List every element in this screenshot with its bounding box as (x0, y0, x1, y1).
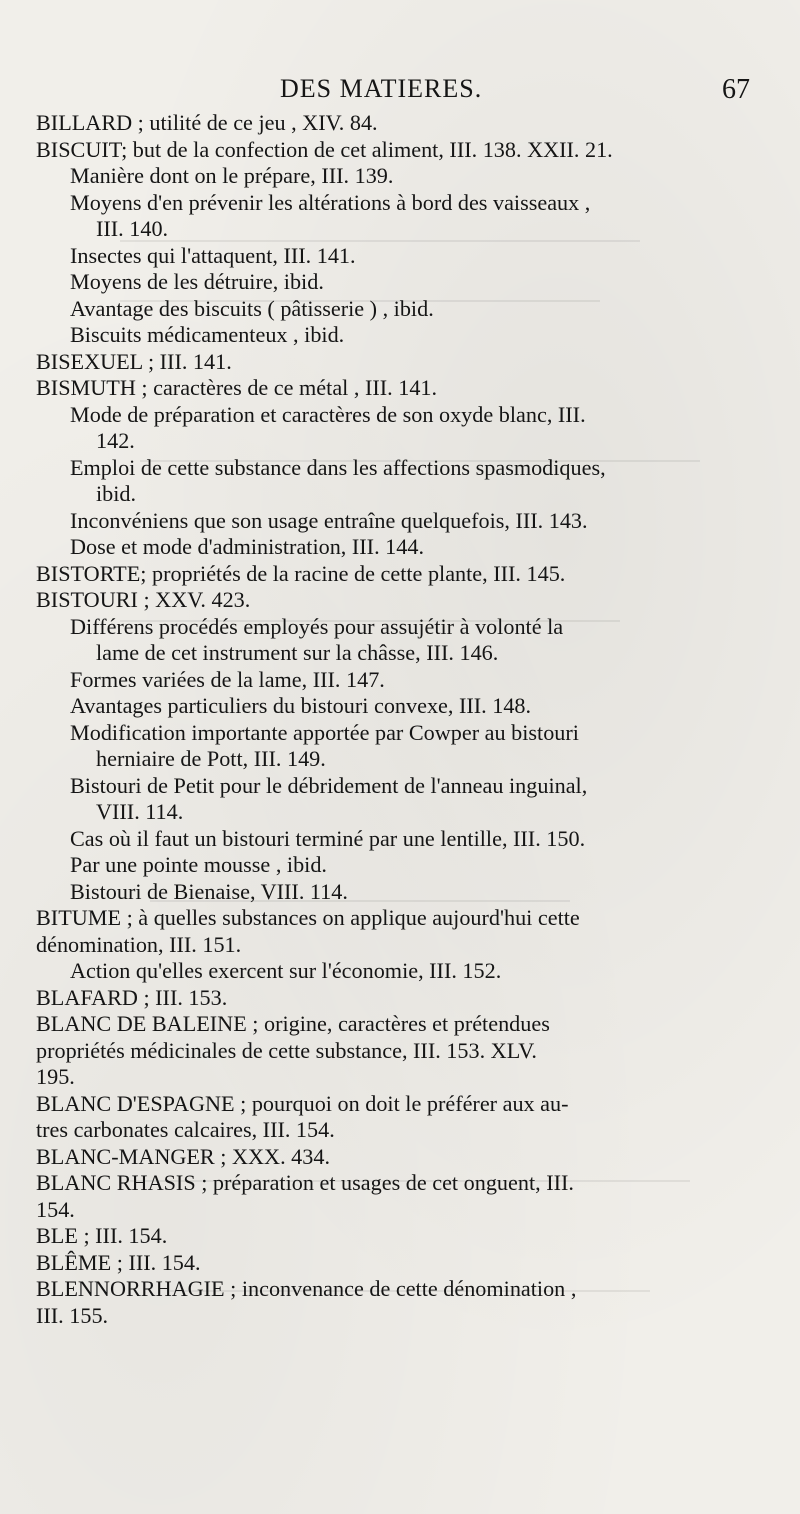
index-line: Mode de préparation et caractères de son oxyde blanc, III. (70, 401, 586, 427)
index-line: 195. (36, 1064, 75, 1089)
index-line: BILLARD ; utilité de ce jeu , XIV. 84. (36, 110, 378, 135)
index-line: dénomination, III. 151. (36, 931, 242, 957)
index-line: Cas où il faut un bistouri terminé par une lentille, III. 150. (70, 825, 586, 851)
index-line: III. 155. (36, 1302, 109, 1328)
index-line: Action qu'elles exercent sur l'économie, III. 152. (70, 958, 502, 983)
page-header (0, 74, 800, 108)
index-line: BLE ; III. 154. (36, 1223, 168, 1248)
index-line: Insectes qui l'attaquent, III. 141. (70, 242, 356, 268)
index-line: Avantage des biscuits ( pâtisserie ) , ibid. (70, 295, 434, 321)
index-line: Moyens d'en prévenir les altérations à bord des vaisseaux , (70, 189, 591, 215)
index-line: BLÊME ; III. 154. (36, 1249, 201, 1275)
index-line: Bistouri de Bienaise, VIII. 114. (70, 878, 348, 904)
index-line: BISTORTE; propriétés de la racine de cette plante, III. 145. (36, 560, 566, 586)
index-line: BISMUTH ; caractères de ce métal , III. 141. (36, 375, 438, 400)
index-line: tres carbonates calcaires, III. 154. (36, 1117, 335, 1142)
index-line: Avantages particuliers du bistouri convexe, III. 148. (70, 693, 532, 718)
index-line: Biscuits médicamenteux , ibid. (70, 322, 345, 347)
running-title: DES MATIERES. (280, 74, 483, 103)
index-line: BLENNORRHAGIE ; inconvenance de cette dénomination , (36, 1276, 577, 1301)
index-line: BLAFARD ; III. 153. (36, 984, 228, 1010)
index-line: Moyens de les détruire, ibid. (70, 269, 324, 294)
index-line: BLANC D'ESPAGNE ; pourquoi on doit le préférer aux au- (36, 1090, 569, 1116)
index-line: BISEXUEL ; III. 141. (36, 348, 232, 374)
index-line: Différens procédés employés pour assujétir à volonté la (70, 613, 564, 639)
index-line: Manière dont on le prépare, III. 139. (70, 163, 394, 188)
index-line: BLANC-MANGER ; XXX. 434. (36, 1143, 330, 1169)
index-line: III. 140. (96, 216, 169, 241)
index-line: Modification importante apportée par Cowper au bistouri (70, 719, 579, 745)
index-line: 142. (96, 428, 135, 453)
index-line: Bistouri de Petit pour le débridement de l'anneau inguinal, (70, 772, 588, 798)
index-line: BLANC DE BALEINE ; origine, caractères et prétendues (36, 1011, 550, 1036)
index-line: Inconvéniens que son usage entraîne quelquefois, III. 143. (70, 507, 588, 533)
index-line: 154. (36, 1196, 75, 1222)
index-line: BITUME ; à quelles substances on applique aujourd'hui cette (36, 905, 580, 930)
index-line: BISTOURI ; XXV. 423. (36, 587, 251, 612)
index-entries (36, 110, 766, 1329)
index-line: Emploi de cette substance dans les affections spasmodiques, (70, 454, 606, 480)
index-line: Formes variées de la lame, III. 147. (70, 666, 385, 692)
index-line: lame de cet instrument sur la châsse, III. 146. (96, 640, 499, 665)
index-line: herniaire de Pott, III. 149. (96, 746, 326, 771)
index-line: ibid. (96, 481, 137, 506)
index-line: Dose et mode d'administration, III. 144. (70, 534, 424, 559)
index-line: BLANC RHASIS ; préparation et usages de cet onguent, III. (36, 1170, 574, 1195)
index-line: Par une pointe mousse , ibid. (70, 852, 327, 877)
index-line: propriétés médicinales de cette substance, III. 153. XLV. (36, 1037, 537, 1063)
index-line: BISCUIT; but de la confection de cet aliment, III. 138. XXII. 21. (36, 136, 613, 162)
index-line: VIII. 114. (96, 799, 184, 824)
page-number: 67 (722, 74, 750, 105)
